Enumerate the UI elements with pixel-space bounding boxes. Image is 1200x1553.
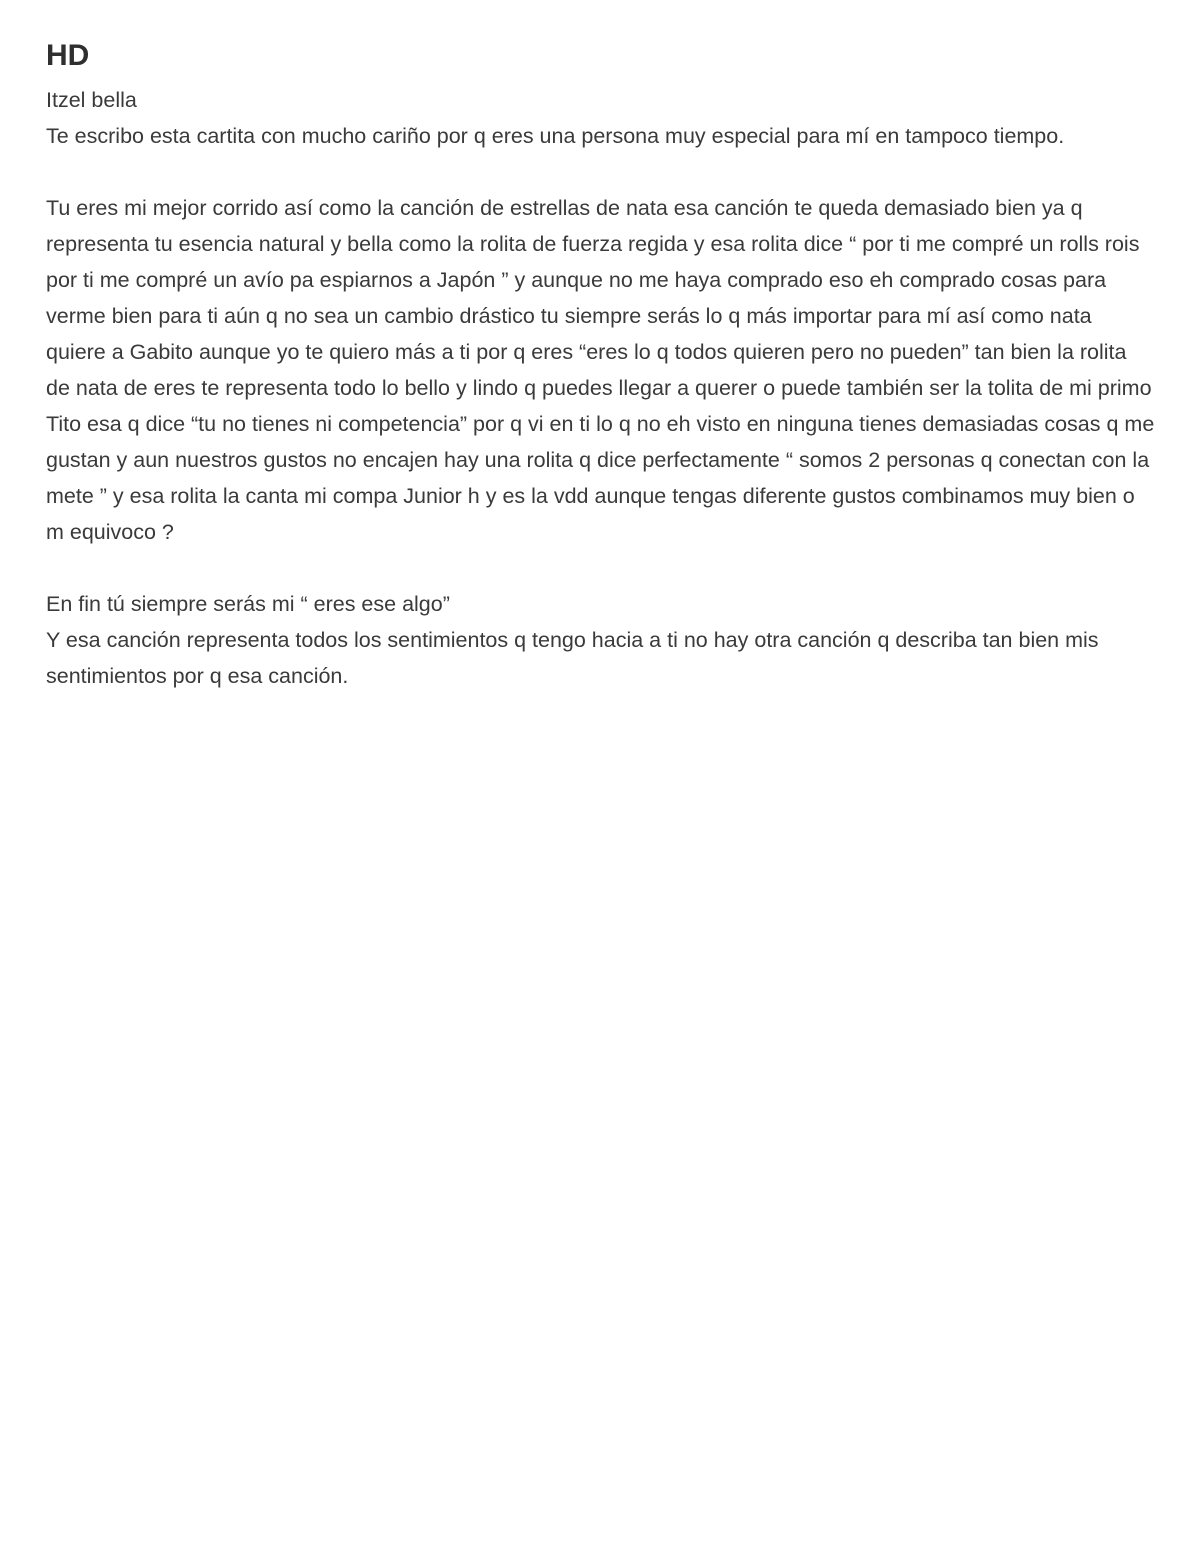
note-paragraph-closing: En fin tú siempre serás mi “ eres ese algo” Y esa canción representa todos los sentimientos q tengo hacia a ti no hay otra canción q describa tan bien mis sentimientos por q esa canción. xyxy=(46,592,1099,688)
paragraph-spacer xyxy=(46,550,1156,586)
note-title: HD xyxy=(46,39,90,72)
note-paragraph-body: Tu eres mi mejor corrido así como la canción de estrellas de nata esa canción te queda demasiado bien ya q representa tu esencia natural y bella como la rolita de fuerza regida y esa rolita dice “ por ti me compré un rolls rois por ti me compré un avío pa espiarnos a Japón ” y aunque no me haya comprado eso eh comprado cosas para verme bien para ti aún q no sea un cambio drástico tu siempre serás lo q más importar para mí así como nata quiere a Gabito aunque yo te quiero más a ti por q eres “eres lo q todos quieren pero no pueden” tan bien la rolita de nata de eres te representa todo lo bello y lindo q puedes llegar a querer o puede también ser la tolita de mi primo Tito esa q dice “tu no tienes ni competencia” por q vi en ti lo q no eh visto en ninguna tienes demasiadas cosas q me gustan y aun nuestros gustos no encajen hay una rolita q dice perfectamente “ somos 2 personas q conectan con la mete ” y esa rolita la canta mi compa Junior h y es la vdd aunque tengas diferente gustos combinamos muy bien o m equivoco ? xyxy=(46,196,1155,544)
note-paragraph-greeting: Itzel bella Te escribo esta cartita con mucho cariño por q eres una persona muy especial para mí en tampoco tiempo. xyxy=(46,88,1065,148)
paragraph-spacer xyxy=(46,154,1156,190)
note-page xyxy=(46,36,1156,694)
